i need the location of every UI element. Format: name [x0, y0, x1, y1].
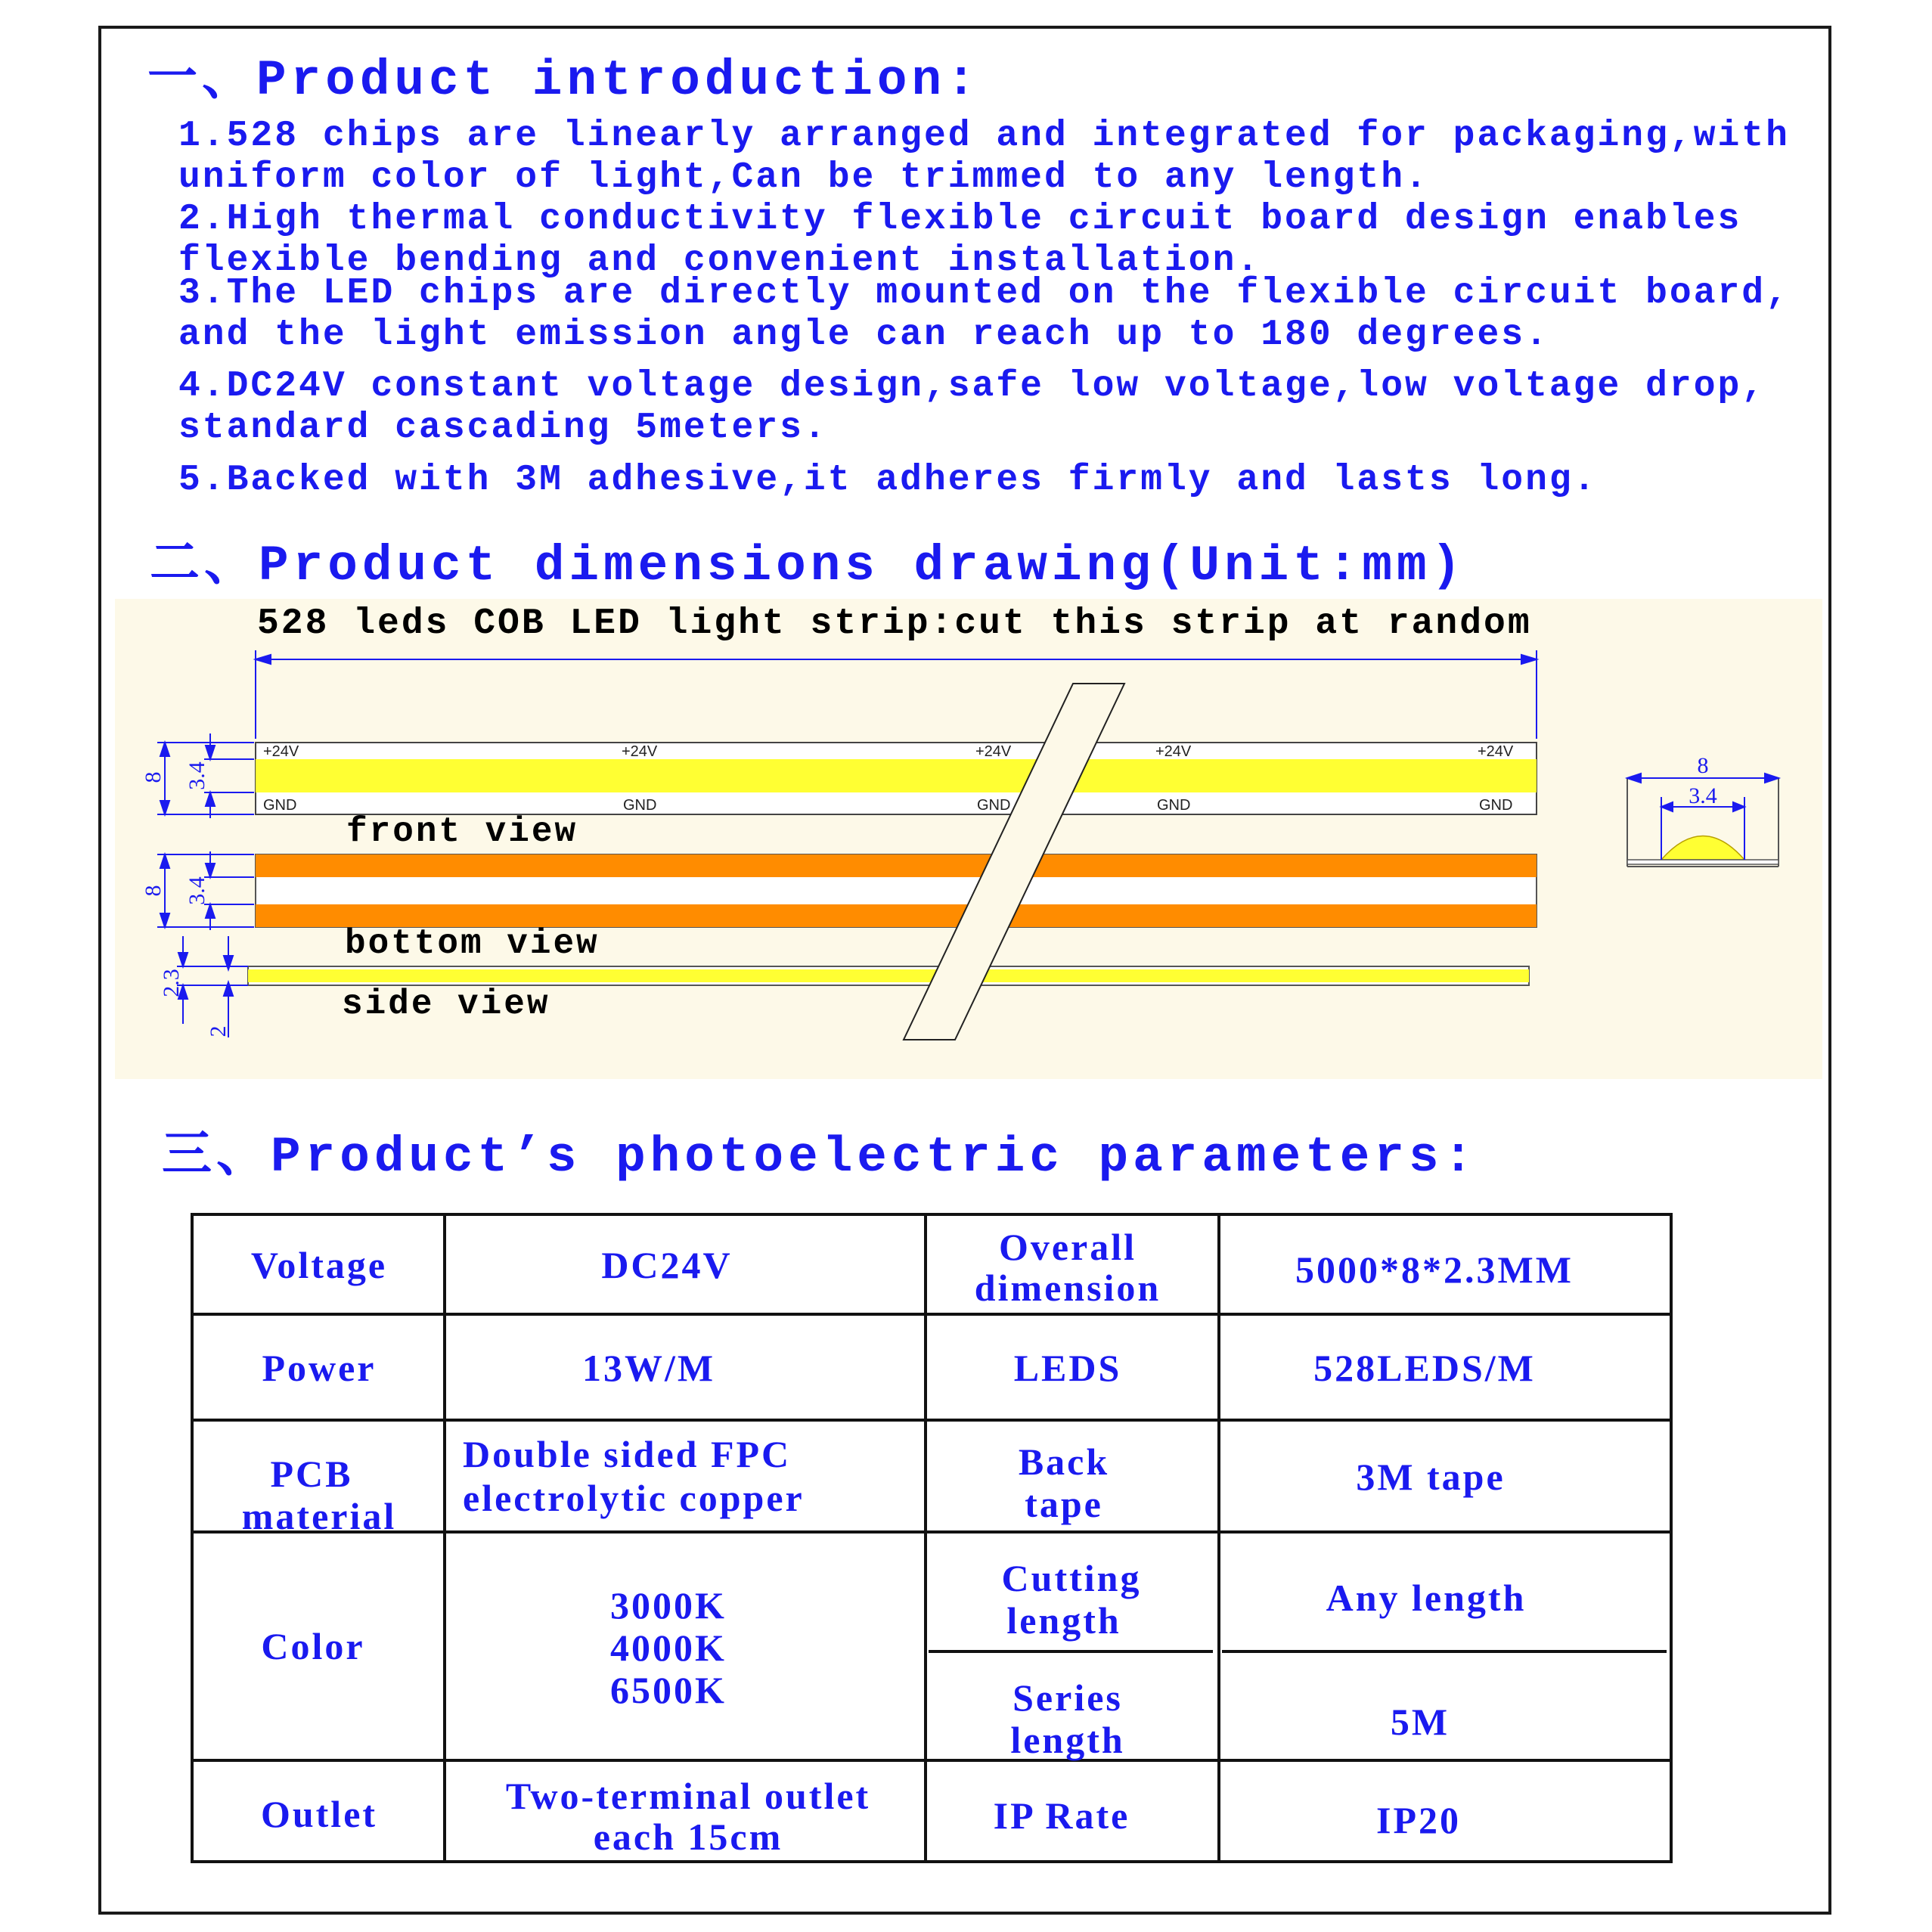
cross-section-led: 3.4 — [1689, 783, 1717, 808]
intro-item-2-line-1: 2.High thermal conductivity flexible circuit board design enables — [178, 199, 1742, 240]
side-dim-base: 2 — [206, 1025, 231, 1037]
bottom-dim-led: 3.4 — [185, 876, 209, 905]
front-dim-width: 8 — [141, 771, 166, 783]
pcb-value-line-2: electrolytic copper — [463, 1477, 805, 1519]
bottom-dim-width: 8 — [141, 885, 166, 897]
intro-item-2-line-2: flexible bending and convenient installation. — [178, 240, 1261, 281]
gnd-label-1: GND — [263, 797, 297, 814]
pcb-label-line-2: material — [241, 1495, 397, 1537]
pcb-label-line-1: PCB — [270, 1453, 353, 1495]
intro-item-1-line-2: uniform color of light,Can be trimmed to any length. — [178, 157, 1429, 198]
color-value-line-3: 6500K — [610, 1669, 727, 1711]
pos-label-2: +24V — [622, 743, 658, 760]
side-dim-total: 2.3 — [159, 969, 184, 997]
leds-label: LEDS — [1013, 1347, 1122, 1389]
intro-item-3-line-2: and the light emission angle can reach up to 180 degrees. — [178, 315, 1549, 355]
series-label-line-1: Series — [1013, 1676, 1123, 1719]
outlet-value-line-2: each 15cm — [593, 1816, 783, 1858]
cutting-label-line-2: length — [1006, 1599, 1121, 1642]
pos-label-4: +24V — [1155, 743, 1192, 760]
color-value-line-1: 3000K — [610, 1584, 727, 1627]
gnd-label-2: GND — [623, 797, 657, 814]
pos-label-1: +24V — [263, 743, 299, 760]
power-value: 13W/M — [581, 1347, 716, 1389]
back-tape-label-line-1: Back — [1018, 1440, 1110, 1483]
pos-label-5: +24V — [1478, 743, 1514, 760]
side-view-label: side view — [342, 985, 550, 1024]
params-heading: 三、Product’s photoelectric parameters: — [162, 1129, 1478, 1186]
ip-rate-label: IP Rate — [993, 1794, 1130, 1837]
intro-item-4-line-1: 4.DC24V constant voltage design,safe low voltage,low voltage drop, — [178, 366, 1766, 407]
power-label: Power — [262, 1347, 377, 1389]
front-view-strip — [256, 743, 1537, 814]
pos-label-3: +24V — [975, 743, 1012, 760]
parameters-table — [191, 1213, 1673, 1863]
series-value: 5M — [1390, 1701, 1450, 1743]
intro-item-3-line-1: 3.The LED chips are directly mounted on the flexible circuit board, — [178, 273, 1790, 314]
front-dim-led: 3.4 — [185, 761, 209, 790]
cutting-value: Any length — [1326, 1577, 1527, 1619]
drawing-title: 528 leds COB LED light strip:cut this strip at random — [257, 603, 1532, 644]
overall-label-line-2: dimension — [974, 1267, 1161, 1309]
side-view-strip — [248, 966, 1529, 985]
intro-item-4-line-2: standard cascading 5meters. — [178, 408, 828, 448]
outlet-value-line-1: Two-terminal outlet — [505, 1775, 871, 1817]
voltage-value: DC24V — [601, 1244, 733, 1286]
intro-item-5-line-1: 5.Backed with 3M adhesive,it adheres firmly and lasts long. — [178, 460, 1598, 501]
table-grid — [192, 1214, 1671, 1862]
gnd-label-3: GND — [977, 797, 1011, 814]
overall-value: 5000*8*2.3MM — [1295, 1248, 1574, 1291]
bottom-view-label: bottom view — [345, 924, 600, 963]
overall-label-line-1: Overall — [998, 1226, 1137, 1268]
outlet-label: Outlet — [260, 1793, 378, 1835]
ip-rate-value: IP20 — [1376, 1799, 1461, 1841]
gnd-label-5: GND — [1479, 797, 1513, 814]
color-label: Color — [261, 1625, 365, 1667]
cutting-label-line-1: Cutting — [1001, 1557, 1142, 1599]
dimensions-drawing — [115, 599, 1822, 1079]
cross-section-width: 8 — [1697, 753, 1709, 778]
color-value-line-2: 4000K — [610, 1627, 727, 1669]
gnd-label-4: GND — [1157, 797, 1191, 814]
series-label-line-2: length — [1010, 1719, 1125, 1761]
leds-value: 528LEDS/M — [1313, 1347, 1536, 1389]
intro-heading: 一、Product introduction: — [147, 52, 981, 109]
voltage-label: Voltage — [250, 1244, 388, 1286]
intro-item-1-line-1: 1.528 chips are linearly arranged and integrated for packaging,with — [178, 116, 1790, 157]
front-view-label: front view — [346, 812, 578, 851]
pcb-value-line-1: Double sided FPC — [463, 1433, 792, 1475]
back-tape-label-line-2: tape — [1025, 1483, 1103, 1525]
dimensions-heading: 二、Product dimensions drawing(Unit:mm) — [150, 538, 1466, 594]
back-tape-value: 3M tape — [1356, 1456, 1506, 1498]
bottom-view-strip — [256, 854, 1537, 927]
